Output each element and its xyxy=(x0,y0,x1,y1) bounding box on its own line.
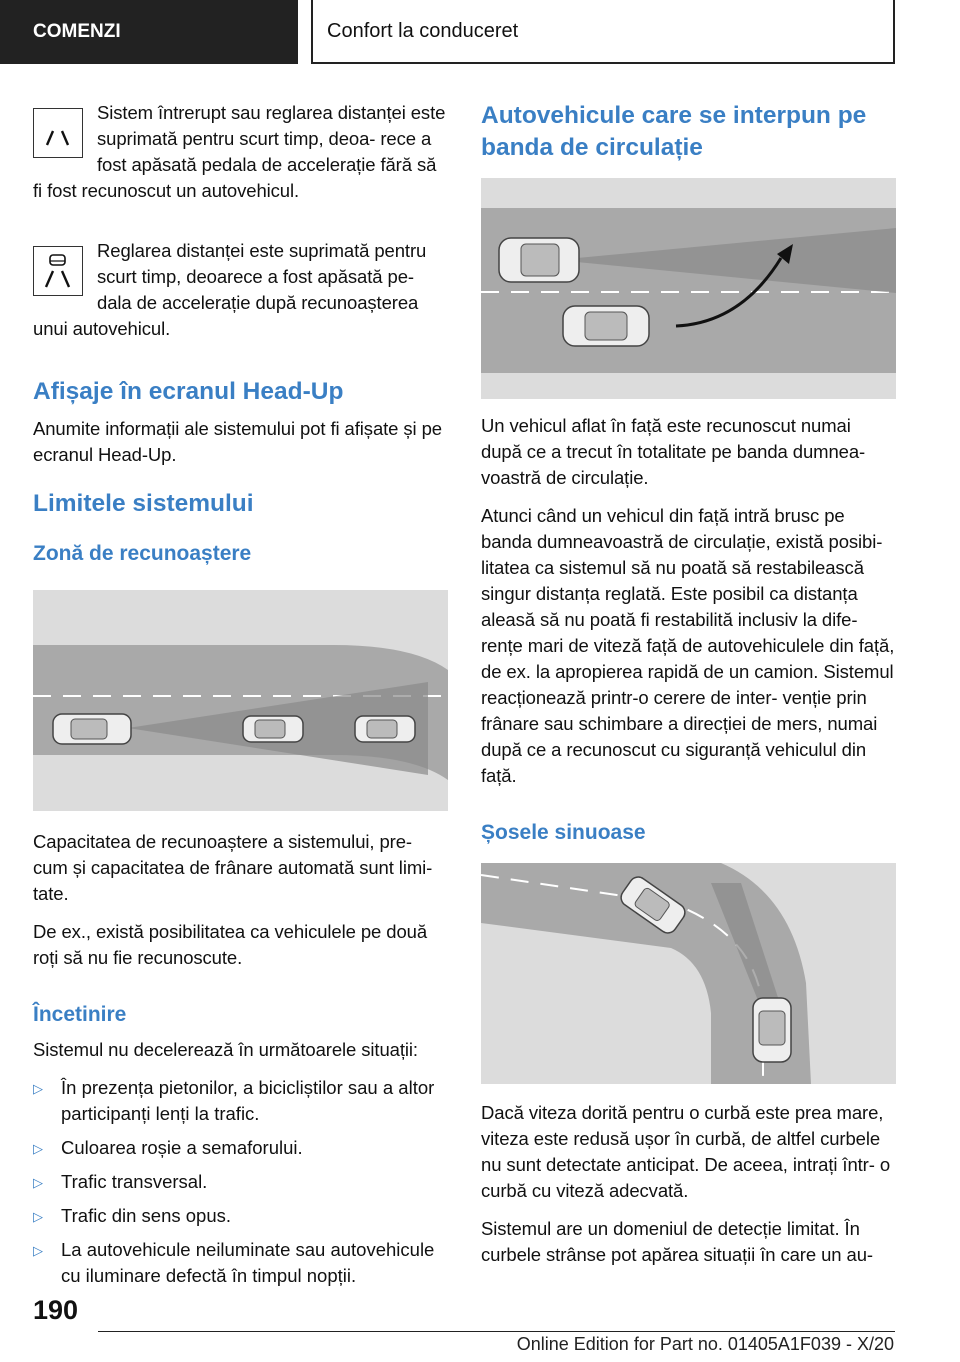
deceleration-heading: Încetinire xyxy=(33,1003,127,1026)
triangle-bullet-icon: ▷ xyxy=(33,1141,43,1156)
footer-divider xyxy=(98,1331,895,1332)
own-car xyxy=(53,714,131,744)
limits-heading: Limitele sistemului xyxy=(33,490,254,517)
hud-heading: Afișaje în ecranul Head-Up xyxy=(33,378,344,405)
triangle-bullet-icon: ▷ xyxy=(33,1209,43,1224)
list-item: ▷ În prezența pietonilor, a bicicliștilor sau a altor participanți lenți la trafic. xyxy=(33,1077,435,1124)
list-item: ▷ La autovehicule neiluminate sau autovehicule cu iluminare defectă în timpul nopții. xyxy=(33,1239,435,1286)
indicator-interrupted-text: Sistem întrerupt sau reglarea distanței este suprimată pentru scurt timp, deoa‐ rece a fost apăsată pedala de accelerație fără să fi fost recunoscut un autovehicul. xyxy=(33,102,446,201)
indicator-vehicle xyxy=(33,238,448,354)
deceleration-intro: Sistemul nu decelerează în următoarele situații: xyxy=(33,1039,418,1060)
car-middle xyxy=(243,716,303,742)
curves-text-1: Dacă viteza dorită pentru o curbă este prea mare, viteza este redusă ușor în curbă, de altfel curbele nu sunt detectate anticipat. De aceea, intrați într- o curbă cu viteză adecvată. xyxy=(481,1102,891,1201)
indicator-interrupted xyxy=(33,100,448,216)
hud-text: Anumite informații ale sistemului pot fi afișate și pe ecranul Head-Up. xyxy=(33,418,442,465)
list-item: ▷ Trafic din sens opus. xyxy=(33,1203,448,1229)
own-car xyxy=(499,238,579,282)
triangle-bullet-icon: ▷ xyxy=(33,1243,43,1258)
acc-interrupted-icon xyxy=(33,108,83,158)
acc-vehicle-icon xyxy=(33,246,83,296)
zone-text-1: Capacitatea de recunoaștere a sistemului, pre‐ cum și capacitatea de frânare automată sunt limi‐ tate. xyxy=(33,831,433,904)
cutin-text-1: Un vehicul aflat în față este recunoscut numai după ce a trecut în totalitate pe banda dumnea‐ voastră de circulație. xyxy=(481,415,866,488)
curves-heading: Șosele sinuoase xyxy=(481,821,646,844)
triangle-bullet-icon: ▷ xyxy=(33,1175,43,1190)
header-section-tab xyxy=(0,0,298,64)
zone-text-2: De ex., există posibilitatea ca vehiculele pe două roți să nu fie recunoscute. xyxy=(33,921,428,968)
header-chapter-label: Confort la conduceret xyxy=(327,19,519,42)
cutting-in-car xyxy=(563,306,649,346)
right-column xyxy=(481,100,896,1280)
cutin-heading: Autovehicule care se interpun pe banda de circulație xyxy=(481,102,867,161)
deceleration-list xyxy=(33,1075,448,1289)
curves-text-2: Sistemul are un domeniul de detecție limitat. În curbele strânse pot apărea situații în care un au‐ xyxy=(481,1218,873,1265)
footer-edition: Online Edition for Part no. 01405A1F039 - X/20 xyxy=(516,1334,894,1354)
list-item: ▷ Trafic transversal. xyxy=(33,1169,448,1195)
car-front xyxy=(355,716,415,742)
cutin-text-2: Atunci când un vehicul din față intră brusc pe banda dumneavoastră de circulație, există posibi‐ litatea ca sistemul să nu poată să restabilească singur distanța reglată. Este posibil ca distanța aleasă să nu poată fi restabilită inclusiv la dife‐ rențe mari de viteză față de autovehiculele din față, de ex. la apropierea rapidă de un camion. Sistemul reacționează printr-o cerere de inter‐ venție prin frânare sau schimbare a direcției de mers, numai după ce a recunoscut cu siguranță vehiculul din față. xyxy=(481,505,895,786)
detection-zone-illustration xyxy=(33,590,448,811)
winding-road-illustration xyxy=(481,863,896,1084)
own-car xyxy=(753,998,791,1062)
cut-in-illustration xyxy=(481,178,896,399)
header-section-label: COMENZI xyxy=(33,21,121,42)
header-chapter-tab xyxy=(311,0,895,64)
zone-heading: Zonă de recunoaștere xyxy=(33,542,252,565)
indicator-vehicle-text: Reglarea distanței este suprimată pentru scurt timp, deoarece a fost apăsată pe‐ dala de accelerație după recunoașterea unui autovehicul. xyxy=(33,240,427,339)
list-item: ▷ Culoarea roșie a semaforului. xyxy=(33,1135,448,1161)
triangle-bullet-icon: ▷ xyxy=(33,1081,43,1096)
page-number: 190 xyxy=(33,1295,79,1325)
left-column xyxy=(33,100,448,1297)
